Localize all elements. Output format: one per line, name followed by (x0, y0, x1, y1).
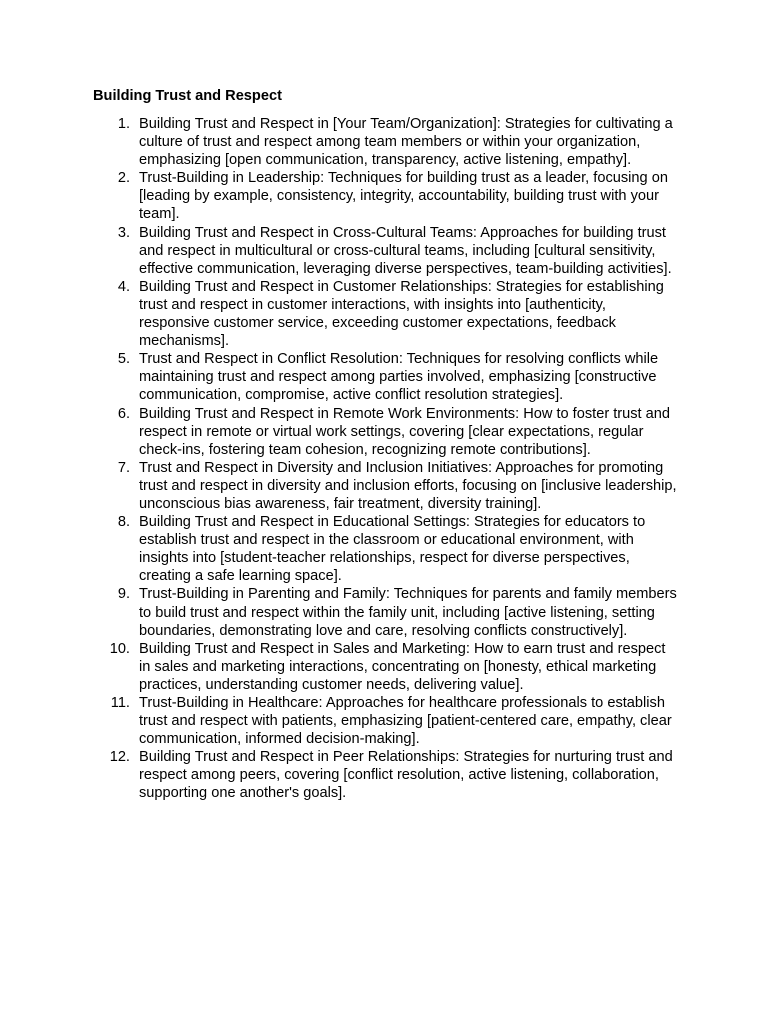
list-item-text: Building Trust and Respect in Customer Relationships: Strategies for establishing trust and respect in customer interactions, with insights into [authenticity, responsive customer service, exceeding customer expectations, feedback mechanisms]. (139, 278, 664, 350)
list-item (0, 405, 679, 459)
list-item (0, 513, 679, 585)
list-item (0, 585, 679, 639)
list-item-number: 3. (117, 224, 130, 241)
list-item-text: Trust and Respect in Diversity and Inclusion Initiatives: Approaches for promoting trust and respect in diversity and inclusion efforts, focusing on [inclusive leadership, unconscious bias awareness, fair treatment, diversity training]. (139, 459, 677, 512)
list-item-number: 8. (117, 514, 130, 531)
list-item-number: 5. (117, 351, 130, 368)
list-item (0, 350, 679, 404)
list-item-number: 10. (109, 640, 130, 657)
list-item-text: Building Trust and Respect in Peer Relationships: Strategies for nurturing trust and respect among peers, covering [conflict resolution, active listening, collaboration, supporting one another's goals]. (139, 749, 673, 802)
list-item (0, 459, 679, 513)
list-item-text: Building Trust and Respect in Sales and Marketing: How to earn trust and respect in sales and marketing interactions, concentrating on [honesty, ethical marketing practices, understanding customer needs, delivering value]. (139, 640, 666, 693)
list-item (0, 115, 679, 169)
list-item-text: Trust and Respect in Conflict Resolution: Techniques for resolving conflicts while maintaining trust and respect among parties involved, emphasizing [constructive communication, compromise, active conflict resolution strategies]. (139, 351, 659, 404)
list-item-number: 12. (109, 749, 130, 766)
list-item (0, 224, 679, 278)
list-item-number: 2. (117, 170, 130, 187)
list-item (0, 640, 679, 694)
list-item-number: 6. (117, 405, 130, 422)
list-item-text: Building Trust and Respect in Educational Settings: Strategies for educators to establish trust and respect in the classroom or educational environment, with insights into [student-teacher relationships, respect for diverse perspectives, creating a safe learning space]. (139, 514, 646, 585)
list-item (0, 694, 679, 748)
list-item-number: 4. (117, 278, 130, 295)
list-item (0, 169, 679, 223)
document-title: Building Trust and Respect (93, 88, 282, 104)
list-item-text: Building Trust and Respect in Cross-Cultural Teams: Approaches for building trust and respect in multicultural or cross-cultural teams, including [cultural sensitivity, effective communication, leveraging diverse perspectives, team-building activities]. (139, 224, 672, 277)
list-item-number: 1. (117, 116, 130, 132)
list-item-text: Trust-Building in Healthcare: Approaches for healthcare professionals to establish trust and respect with patients, emphasizing [patient-centered care, empathy, clear communication, informed decision-making]. (139, 695, 672, 748)
list-item-number: 11. (110, 695, 130, 711)
list-item-text: Trust-Building in Leadership: Techniques for building trust as a leader, focusing on [leading by example, consistency, integrity, accountability, building trust with your team]. (139, 170, 668, 223)
list-item-number: 9. (117, 586, 130, 603)
numbered-list (0, 115, 768, 803)
list-item-text: Building Trust and Respect in Remote Work Environments: How to foster trust and respect in remote or virtual work settings, covering [clear expectations, regular check-ins, fostering team cohesion, recognizing remote contributions]. (139, 405, 671, 458)
list-item-text: Trust-Building in Parenting and Family: Techniques for parents and family members to build trust and respect within the family unit, including [active listening, setting boundaries, demonstrating love and care, resolving conflicts constructively]. (139, 586, 677, 639)
list-item (0, 748, 679, 802)
list-item-text: Building Trust and Respect in [Your Team/Organization]: Strategies for cultivating a culture of trust and respect among team members or within your organization, emphasizing [open communication, transparency, active listening, empathy]. (139, 116, 673, 169)
list-item-number: 7. (117, 459, 130, 476)
list-item (0, 278, 679, 350)
